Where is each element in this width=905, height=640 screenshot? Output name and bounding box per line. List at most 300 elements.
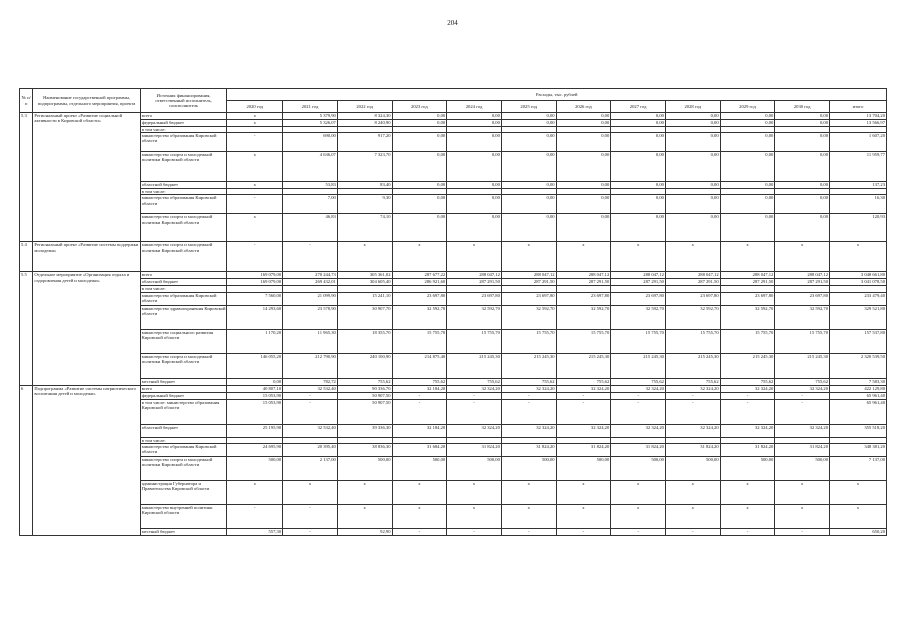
amount-cell: 8 324,30 bbox=[337, 113, 392, 120]
amount-cell: - bbox=[720, 528, 775, 535]
amount-cell: 18 355,70 bbox=[337, 329, 392, 353]
amount-cell: 146 055,20 bbox=[227, 353, 283, 378]
funding-source: в том числе: bbox=[140, 127, 227, 133]
amount-cell: 0,00 bbox=[720, 133, 775, 152]
amount-cell: 13 566,97 bbox=[830, 120, 887, 127]
table-row bbox=[20, 329, 887, 353]
amount-cell: x bbox=[227, 480, 283, 504]
amount-cell: x bbox=[501, 242, 556, 272]
amount-cell: 0,00 bbox=[392, 152, 447, 182]
amount-cell: 83,40 bbox=[337, 182, 392, 189]
amount-cell: x bbox=[337, 504, 392, 528]
amount-cell: 7,00 bbox=[283, 195, 338, 214]
amount-cell: 32 324,20 bbox=[501, 424, 556, 437]
header-year: 2030 год bbox=[775, 101, 830, 113]
amount-cell: - bbox=[501, 392, 556, 399]
funding-source: в том числе: министерство образования Кировской области bbox=[140, 399, 227, 424]
amount-cell: - bbox=[720, 399, 775, 424]
amount-cell: 0,00 bbox=[501, 195, 556, 214]
amount-cell: 23 697,80 bbox=[501, 292, 556, 305]
section-name: Подпрограмма «Развитие системы патриотического воспитания детей и молодежи» bbox=[33, 385, 140, 535]
table-row bbox=[20, 113, 887, 120]
amount-cell: 500,00 bbox=[720, 456, 775, 480]
amount-cell: 0,00 bbox=[720, 113, 775, 120]
amount-cell: - bbox=[447, 399, 502, 424]
amount-cell: 0,00 bbox=[775, 133, 830, 152]
header-year: 2029 год bbox=[720, 101, 775, 113]
amount-cell: - bbox=[611, 399, 666, 424]
amount-cell: 215 245,30 bbox=[556, 353, 611, 378]
section-number: 5.5 bbox=[20, 272, 33, 385]
amount-cell: x bbox=[227, 120, 283, 127]
funding-source: всего bbox=[140, 385, 227, 392]
amount-cell: 15 755,70 bbox=[392, 329, 447, 353]
header-expenses: Расходы, тыс. рублей bbox=[227, 89, 887, 101]
amount-cell: 287 291,50 bbox=[665, 279, 720, 286]
amount-cell: 0,00 bbox=[665, 133, 720, 152]
amount-cell: 169 079,00 bbox=[227, 279, 283, 286]
amount-cell: 288 047,12 bbox=[775, 272, 830, 279]
amount-cell: x bbox=[556, 504, 611, 528]
amount-cell: 0,00 bbox=[665, 182, 720, 189]
amount-cell: 7 560,00 bbox=[227, 292, 283, 305]
amount-cell: 24 695,90 bbox=[227, 443, 283, 456]
funding-source: министерство спорта и молодежной политики Кировской области bbox=[140, 242, 227, 272]
amount-cell: 5 326,07 bbox=[283, 120, 338, 127]
amount-cell: 500,00 bbox=[392, 456, 447, 480]
section-number: 5.4 bbox=[20, 242, 33, 272]
funding-source: министерство спорта и молодежной политики Кировской области bbox=[140, 152, 227, 182]
amount-cell: 557,30 bbox=[227, 528, 283, 535]
amount-cell: 0,00 bbox=[611, 214, 666, 242]
amount-cell: 32 532,40 bbox=[283, 385, 338, 392]
amount-cell: 32 592,70 bbox=[720, 305, 775, 329]
amount-cell: - bbox=[501, 528, 556, 535]
amount-cell: 31 824,20 bbox=[775, 443, 830, 456]
header-year: 2022 год bbox=[337, 101, 392, 113]
amount-cell: 215 245,30 bbox=[775, 353, 830, 378]
amount-cell: 286 921,60 bbox=[392, 279, 447, 286]
amount-cell: 40 807,10 bbox=[227, 385, 283, 392]
header-year: 2028 год bbox=[665, 101, 720, 113]
amount-cell: 15 053,90 bbox=[227, 399, 283, 424]
amount-cell: 0,00 bbox=[501, 120, 556, 127]
amount-cell: 0,00 bbox=[501, 113, 556, 120]
amount-cell: 32 184,20 bbox=[392, 424, 447, 437]
amount-cell: 0,00 bbox=[665, 120, 720, 127]
amount-cell: 32 592,70 bbox=[501, 305, 556, 329]
amount-cell: 38 836,30 bbox=[337, 443, 392, 456]
amount-cell: x bbox=[337, 242, 392, 272]
amount-cell: 0,00 bbox=[447, 113, 502, 120]
amount-cell: x bbox=[665, 504, 720, 528]
amount-cell: - bbox=[665, 528, 720, 535]
amount-cell: x bbox=[665, 242, 720, 272]
amount-cell: 5 379,90 bbox=[283, 113, 338, 120]
amount-cell: - bbox=[447, 528, 502, 535]
amount-cell: 39 336,30 bbox=[337, 424, 392, 437]
table-row bbox=[20, 424, 887, 437]
amount-cell: 9,30 bbox=[337, 195, 392, 214]
amount-cell: 7 323,70 bbox=[337, 152, 392, 182]
amount-cell: 0,00 bbox=[720, 195, 775, 214]
funding-source: областной бюджет bbox=[140, 279, 227, 286]
amount-cell: 0,00 bbox=[611, 195, 666, 214]
amount-cell: - bbox=[447, 392, 502, 399]
amount-cell: 240 100,90 bbox=[337, 353, 392, 378]
amount-cell: 14 293,60 bbox=[227, 305, 283, 329]
amount-cell: x bbox=[392, 480, 447, 504]
amount-cell: 287 291,50 bbox=[775, 279, 830, 286]
amount-cell: 0,00 bbox=[775, 113, 830, 120]
amount-cell: 0,00 bbox=[556, 214, 611, 242]
amount-cell: x bbox=[392, 242, 447, 272]
amount-cell: 31 824,20 bbox=[665, 443, 720, 456]
amount-cell: 0,00 bbox=[556, 133, 611, 152]
header-year: 2025 год bbox=[501, 101, 556, 113]
funding-source: министерство социального развития Кировской области bbox=[140, 329, 227, 353]
amount-cell: - bbox=[775, 399, 830, 424]
amount-cell: 31 824,20 bbox=[501, 443, 556, 456]
funding-source: в том числе: bbox=[140, 189, 227, 195]
amount-cell: x bbox=[337, 480, 392, 504]
amount-cell: 65 961,40 bbox=[830, 392, 887, 399]
amount-cell: 215 245,30 bbox=[665, 353, 720, 378]
amount-cell: 288 047,12 bbox=[447, 272, 502, 279]
amount-cell: 0,00 bbox=[447, 195, 502, 214]
amount-cell: 0,00 bbox=[556, 182, 611, 189]
amount-cell: - bbox=[392, 399, 447, 424]
amount-cell: 917,20 bbox=[337, 133, 392, 152]
amount-cell: 755,62 bbox=[337, 378, 392, 385]
funding-source: министерство спорта и молодежной политики Кировской области bbox=[140, 353, 227, 378]
amount-cell: 422 129,80 bbox=[830, 385, 887, 392]
header-name: Наименование государственной программы, подпрограммы, отдельного мероприятия, проекта bbox=[33, 89, 140, 113]
amount-cell: - bbox=[283, 528, 338, 535]
amount-cell: 215 245,30 bbox=[501, 353, 556, 378]
amount-cell: 0,00 bbox=[720, 152, 775, 182]
table-row bbox=[20, 133, 887, 152]
table-row bbox=[20, 242, 887, 272]
amount-cell: 65 961,40 bbox=[830, 399, 887, 424]
amount-cell: 288 047,12 bbox=[611, 272, 666, 279]
amount-cell: 74,10 bbox=[337, 214, 392, 242]
amount-cell: x bbox=[720, 242, 775, 272]
table-row bbox=[20, 378, 887, 385]
table-row bbox=[20, 152, 887, 182]
amount-cell: 0,00 bbox=[447, 152, 502, 182]
amount-cell: 32 324,20 bbox=[556, 424, 611, 437]
table-row bbox=[20, 182, 887, 189]
amount-cell: 0,00 bbox=[501, 182, 556, 189]
amount-cell: 23 697,80 bbox=[611, 292, 666, 305]
amount-cell: x bbox=[392, 504, 447, 528]
amount-cell: 0,00 bbox=[720, 120, 775, 127]
funding-source: министерство здравоохранения Кировской области bbox=[140, 305, 227, 329]
amount-cell: 287 291,50 bbox=[447, 279, 502, 286]
funding-source: местный бюджет bbox=[140, 378, 227, 385]
amount-cell: - bbox=[283, 242, 338, 272]
funding-source: министерство спорта и молодежной политики Кировской области bbox=[140, 214, 227, 242]
amount-cell: - bbox=[665, 392, 720, 399]
table-row bbox=[20, 480, 887, 504]
funding-source: федеральный бюджет bbox=[140, 120, 227, 127]
amount-cell: 32 592,70 bbox=[556, 305, 611, 329]
amount-cell: x bbox=[227, 152, 283, 182]
amount-cell: 288 047,12 bbox=[720, 272, 775, 279]
amount-cell: 90 336,70 bbox=[337, 385, 392, 392]
amount-cell: 11 959,77 bbox=[830, 152, 887, 182]
amount-cell: 1 607,20 bbox=[830, 133, 887, 152]
amount-cell: 20 395,40 bbox=[283, 443, 338, 456]
amount-cell: - bbox=[227, 133, 283, 152]
amount-cell: 650,20 bbox=[830, 528, 887, 535]
header-source: Источник финансирования, ответственный исполнитель, соисполнитель bbox=[140, 89, 227, 113]
amount-cell: 0,00 bbox=[447, 133, 502, 152]
amount-cell: 23 697,80 bbox=[556, 292, 611, 305]
table-row bbox=[20, 195, 887, 214]
header-year: итого bbox=[830, 101, 887, 113]
amount-cell: 233 479,40 bbox=[830, 292, 887, 305]
amount-cell: 215 245,30 bbox=[611, 353, 666, 378]
amount-cell: 215 245,30 bbox=[447, 353, 502, 378]
funding-source: министерство образования Кировской области bbox=[140, 195, 227, 214]
amount-cell: 348 381,20 bbox=[830, 443, 887, 456]
amount-cell: - bbox=[227, 504, 283, 528]
amount-cell: - bbox=[283, 399, 338, 424]
header-year: 2023 год bbox=[392, 101, 447, 113]
amount-cell: 0,00 bbox=[665, 214, 720, 242]
funding-source: министерство образования Кировской области bbox=[140, 443, 227, 456]
amount-cell: 500,00 bbox=[227, 456, 283, 480]
table-row bbox=[20, 292, 887, 305]
amount-cell: 32 592,70 bbox=[611, 305, 666, 329]
table-row bbox=[20, 120, 887, 127]
amount-cell: x bbox=[665, 480, 720, 504]
section-number: 6 bbox=[20, 385, 33, 535]
financing-table bbox=[19, 88, 887, 536]
amount-cell: 46,83 bbox=[283, 214, 338, 242]
amount-cell: 0,00 bbox=[775, 120, 830, 127]
amount-cell: 137,23 bbox=[830, 182, 887, 189]
amount-cell: 755,62 bbox=[665, 378, 720, 385]
amount-cell: 755,62 bbox=[501, 378, 556, 385]
amount-cell: 500,00 bbox=[447, 456, 502, 480]
amount-cell: 53,83 bbox=[283, 182, 338, 189]
amount-cell: 32 592,70 bbox=[447, 305, 502, 329]
amount-cell: x bbox=[447, 242, 502, 272]
amount-cell: 0,00 bbox=[720, 214, 775, 242]
amount-cell: 215 245,30 bbox=[720, 353, 775, 378]
amount-cell: 32 324,20 bbox=[447, 424, 502, 437]
amount-cell: 15 755,70 bbox=[665, 329, 720, 353]
amount-cell: x bbox=[611, 242, 666, 272]
amount-cell: x bbox=[283, 480, 338, 504]
amount-cell: 0,00 bbox=[447, 214, 502, 242]
amount-cell: 0,00 bbox=[556, 113, 611, 120]
amount-cell: 755,62 bbox=[447, 378, 502, 385]
amount-cell: 288 047,12 bbox=[556, 272, 611, 279]
amount-cell: - bbox=[665, 399, 720, 424]
amount-cell: x bbox=[501, 480, 556, 504]
amount-cell: 32 592,70 bbox=[775, 305, 830, 329]
funding-source: министерство спорта и молодежной политики Кировской области bbox=[140, 456, 227, 480]
amount-cell: 23 697,80 bbox=[720, 292, 775, 305]
amount-cell: 32 324,20 bbox=[775, 385, 830, 392]
table-row bbox=[20, 443, 887, 456]
amount-cell: x bbox=[720, 504, 775, 528]
amount-cell: 214 875,40 bbox=[392, 353, 447, 378]
amount-cell: 782,72 bbox=[283, 378, 338, 385]
amount-cell: 212 790,90 bbox=[283, 353, 338, 378]
amount-cell: 31 824,20 bbox=[720, 443, 775, 456]
amount-cell: 0,00 bbox=[501, 133, 556, 152]
amount-cell: 355 518,20 bbox=[830, 424, 887, 437]
amount-cell: 0,00 bbox=[556, 120, 611, 127]
amount-cell: 0,00 bbox=[392, 120, 447, 127]
amount-cell: 500,00 bbox=[665, 456, 720, 480]
amount-cell: 269 432,01 bbox=[283, 279, 338, 286]
amount-cell: 0,00 bbox=[501, 152, 556, 182]
header-year: 2021 год bbox=[283, 101, 338, 113]
amount-cell: 0,00 bbox=[392, 182, 447, 189]
amount-cell: 288 047,12 bbox=[501, 272, 556, 279]
amount-cell: 120,93 bbox=[830, 214, 887, 242]
amount-cell: 287 291,50 bbox=[501, 279, 556, 286]
amount-cell: 0,00 bbox=[556, 152, 611, 182]
amount-cell: 15 755,70 bbox=[556, 329, 611, 353]
table-row bbox=[20, 528, 887, 535]
amount-cell: 0,00 bbox=[665, 152, 720, 182]
funding-source: областной бюджет bbox=[140, 424, 227, 437]
amount-cell: - bbox=[227, 242, 283, 272]
funding-source: в том числе: bbox=[140, 437, 227, 443]
funding-source: федеральный бюджет bbox=[140, 392, 227, 399]
amount-cell: 15 241,10 bbox=[337, 292, 392, 305]
amount-cell: 0,00 bbox=[775, 152, 830, 182]
header-year: 2027 год bbox=[611, 101, 666, 113]
amount-cell: 23 697,80 bbox=[775, 292, 830, 305]
amount-cell: 32 324,20 bbox=[775, 424, 830, 437]
amount-cell: 0,00 bbox=[775, 214, 830, 242]
amount-cell: 2 137,00 bbox=[283, 456, 338, 480]
amount-cell: 32 592,70 bbox=[392, 305, 447, 329]
amount-cell: - bbox=[720, 392, 775, 399]
amount-cell: x bbox=[501, 504, 556, 528]
amount-cell: 0,00 bbox=[775, 182, 830, 189]
header-year: 2026 год bbox=[556, 101, 611, 113]
amount-cell: 500,00 bbox=[556, 456, 611, 480]
amount-cell: x bbox=[227, 182, 283, 189]
amount-cell: 32 532,40 bbox=[283, 424, 338, 437]
amount-cell: 4 636,07 bbox=[283, 152, 338, 182]
amount-cell: 1 170,20 bbox=[227, 329, 283, 353]
amount-cell: 32 324,20 bbox=[447, 385, 502, 392]
header-year: 2024 год bbox=[447, 101, 502, 113]
amount-cell: x bbox=[830, 504, 887, 528]
amount-cell: 169 079,00 bbox=[227, 272, 283, 279]
amount-cell: 755,62 bbox=[556, 378, 611, 385]
amount-cell: 755,62 bbox=[720, 378, 775, 385]
amount-cell: 0,00 bbox=[611, 120, 666, 127]
amount-cell: 0,00 bbox=[611, 152, 666, 182]
header-year: 2020 год bbox=[227, 101, 283, 113]
amount-cell: 0,00 bbox=[775, 195, 830, 214]
amount-cell: 755,62 bbox=[611, 378, 666, 385]
amount-cell: 755,62 bbox=[392, 378, 447, 385]
amount-cell: 0,00 bbox=[611, 182, 666, 189]
amount-cell: 23 697,80 bbox=[665, 292, 720, 305]
amount-cell: x bbox=[775, 242, 830, 272]
amount-cell: 0,00 bbox=[611, 113, 666, 120]
amount-cell: 0,00 bbox=[665, 113, 720, 120]
amount-cell: 15 755,70 bbox=[611, 329, 666, 353]
amount-cell: 755,62 bbox=[775, 378, 830, 385]
amount-cell: 32 324,20 bbox=[501, 385, 556, 392]
amount-cell: 30 907,70 bbox=[337, 305, 392, 329]
amount-cell: 31 824,20 bbox=[556, 443, 611, 456]
amount-cell: - bbox=[227, 195, 283, 214]
section-name: Региональный проект «Развитие социальной активности в Кировской области» bbox=[33, 113, 140, 242]
amount-cell: 287 291,50 bbox=[556, 279, 611, 286]
amount-cell: 32 592,70 bbox=[665, 305, 720, 329]
amount-cell: x bbox=[556, 480, 611, 504]
amount-cell: 7 583,30 bbox=[830, 378, 887, 385]
funding-source: всего bbox=[140, 113, 227, 120]
table-row bbox=[20, 279, 887, 286]
amount-cell: 0,00 bbox=[447, 120, 502, 127]
amount-cell: 23 697,80 bbox=[392, 292, 447, 305]
amount-cell: 329 521,80 bbox=[830, 305, 887, 329]
amount-cell: 92,90 bbox=[337, 528, 392, 535]
table-row bbox=[20, 272, 887, 279]
amount-cell: 32 184,20 bbox=[392, 385, 447, 392]
amount-cell: 0,00 bbox=[720, 182, 775, 189]
amount-cell: 157 537,80 bbox=[830, 329, 887, 353]
amount-cell: 0,00 bbox=[501, 214, 556, 242]
amount-cell: 500,00 bbox=[501, 456, 556, 480]
amount-cell: 15 053,90 bbox=[227, 392, 283, 399]
amount-cell: 500,00 bbox=[775, 456, 830, 480]
amount-cell: x bbox=[556, 242, 611, 272]
amount-cell: 31 684,20 bbox=[392, 443, 447, 456]
amount-cell: 305 361,02 bbox=[337, 272, 392, 279]
amount-cell: 0,00 bbox=[556, 195, 611, 214]
amount-cell: x bbox=[611, 480, 666, 504]
section-name: Отдельное мероприятие «Организация отдыха и оздоровления детей и молодежи» bbox=[33, 272, 140, 385]
amount-cell: x bbox=[447, 504, 502, 528]
section-number: 5.3 bbox=[20, 113, 33, 242]
amount-cell: 690,00 bbox=[283, 133, 338, 152]
amount-cell: - bbox=[611, 528, 666, 535]
amount-cell: 0,00 bbox=[392, 133, 447, 152]
amount-cell: 0,00 bbox=[227, 378, 283, 385]
table-row bbox=[20, 214, 887, 242]
funding-source: министерство образования Кировской области bbox=[140, 133, 227, 152]
funding-source: администрация Губернатора и Правительства Кировской области bbox=[140, 480, 227, 504]
amount-cell: 0,00 bbox=[392, 214, 447, 242]
table-row bbox=[20, 305, 887, 329]
amount-cell: x bbox=[830, 480, 887, 504]
amount-cell: 500,00 bbox=[611, 456, 666, 480]
amount-cell: 50 907,50 bbox=[337, 392, 392, 399]
amount-cell: 287 677,22 bbox=[392, 272, 447, 279]
amount-cell: 0,00 bbox=[665, 195, 720, 214]
amount-cell: 304 605,40 bbox=[337, 279, 392, 286]
amount-cell: 15 755,70 bbox=[775, 329, 830, 353]
amount-cell: 0,00 bbox=[392, 195, 447, 214]
amount-cell: 2 320 539,50 bbox=[830, 353, 887, 378]
